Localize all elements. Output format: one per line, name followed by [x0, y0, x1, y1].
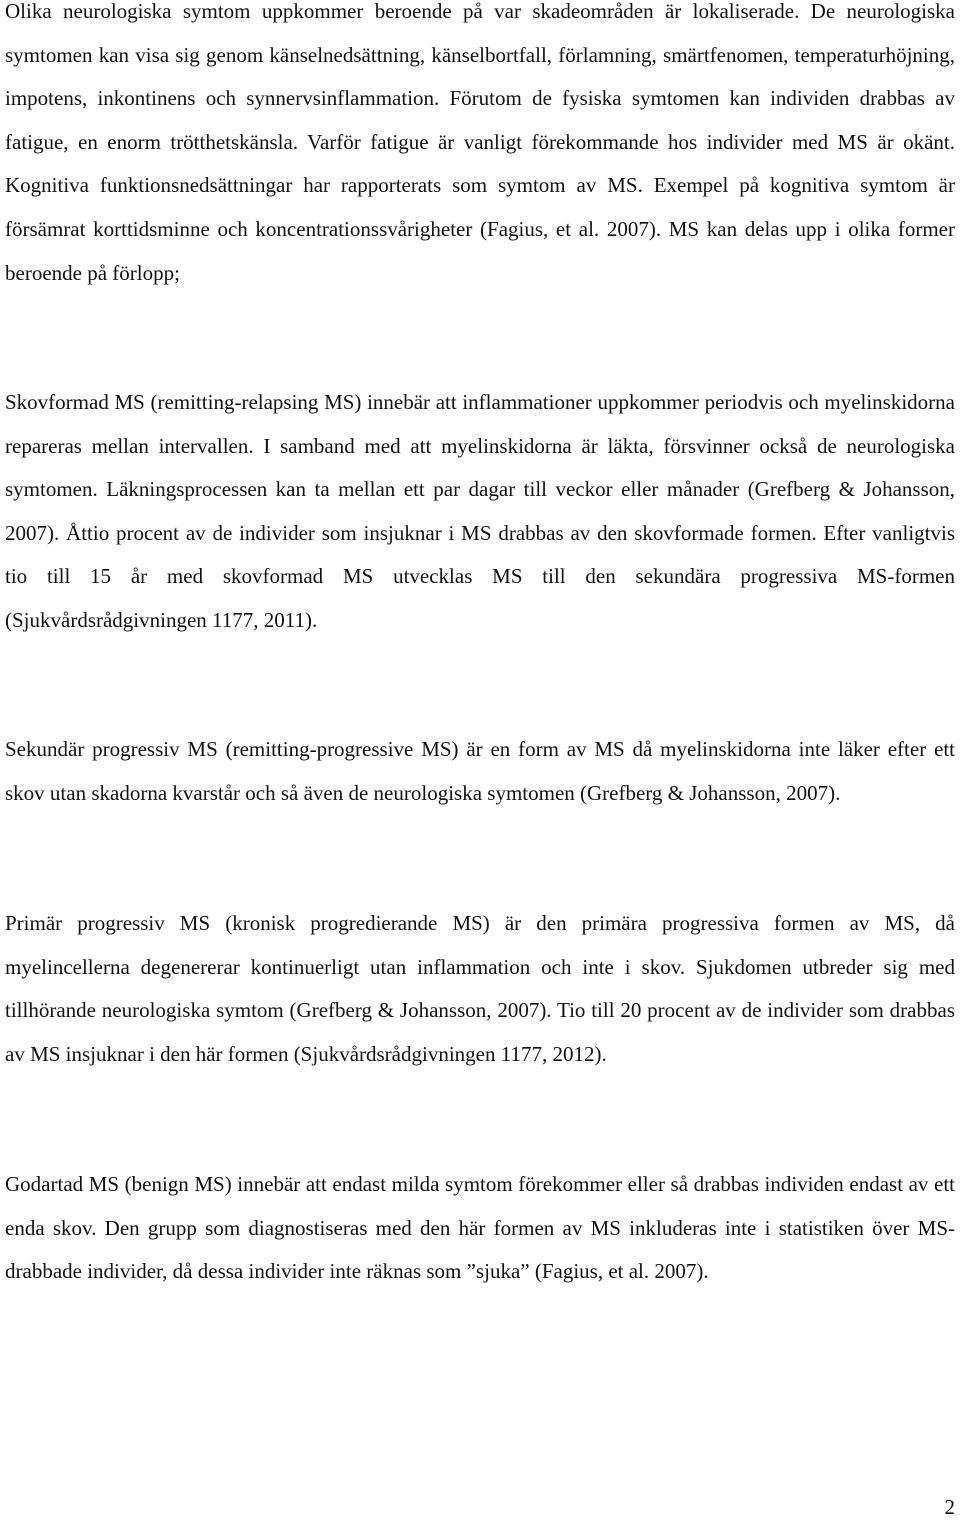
- paragraph-secondary-progressive-ms: Sekundär progressiv MS (remitting-progressive MS) är en form av MS då myelinskidorna inte läker efter ett skov utan skadorna kvarstår och så även de neurologiska symtomen (Grefberg & Johansson, 2007).: [5, 737, 955, 805]
- paragraph-relapsing-remitting-ms: Skovformad MS (remitting-relapsing MS) innebär att inflammationer uppkommer periodvis och myelinskidorna repareras mellan intervallen. I samband med att myelinskidorna är läkta, försvinner också de neurologiska symtomen. Läkningsprocessen kan ta mellan ett par dagar till veckor eller månader (Grefberg & Johansson, 2007). Åttio procent av de individer som insjuknar i MS drabbas av den skovformade formen. Efter vanligtvis tio till 15 år med skovformad MS utvecklas MS till den sekundära progressiva MS-formen (Sjukvårdsrådgivningen 1177, 2011).: [5, 390, 955, 632]
- paragraph-primary-progressive-ms: Primär progressiv MS (kronisk progredierande MS) är den primära progressiva formen av MS, då myelincellerna degenererar kontinuerligt utan inflammation och inte i skov. Sjukdomen utbreder sig med tillhörande neurologiska symtom (Grefberg & Johansson, 2007). Tio till 20 procent av de individer som drabbas av MS insjuknar i den här formen (Sjukvårdsrådgivningen 1177, 2012).: [5, 911, 955, 1066]
- paragraph-symptoms: Olika neurologiska symtom uppkommer beroende på var skadeområden är lokaliserade. De neurologiska symtomen kan visa sig genom känselnedsättning, känselbortfall, förlamning, smärtfenomen, temperaturhöjning, impotens, inkontinens och synnervsinflammation. Förutom de fysiska symtomen kan individen drabbas av fatigue, en enorm trötthetskänsla. Varför fatigue är vanligt förekommande hos individer med MS är okänt. Kognitiva funktionsnedsättningar har rapporterats som symtom av MS. Exempel på kognitiva symtom är försämrat korttidsminne och koncentrationssvårigheter (Fagius, et al. 2007). MS kan delas upp i olika former beroende på förlopp;: [5, 0, 955, 285]
- paragraph-benign-ms: Godartad MS (benign MS) innebär att endast milda symtom förekommer eller så drabbas individen endast av ett enda skov. Den grupp som diagnostiseras med den här formen av MS inkluderas inte i statistiken över MS-drabbade individer, då dessa individer inte räknas som ”sjuka” (Fagius, et al. 2007).: [5, 1172, 955, 1284]
- page-number: 2: [944, 1495, 955, 1519]
